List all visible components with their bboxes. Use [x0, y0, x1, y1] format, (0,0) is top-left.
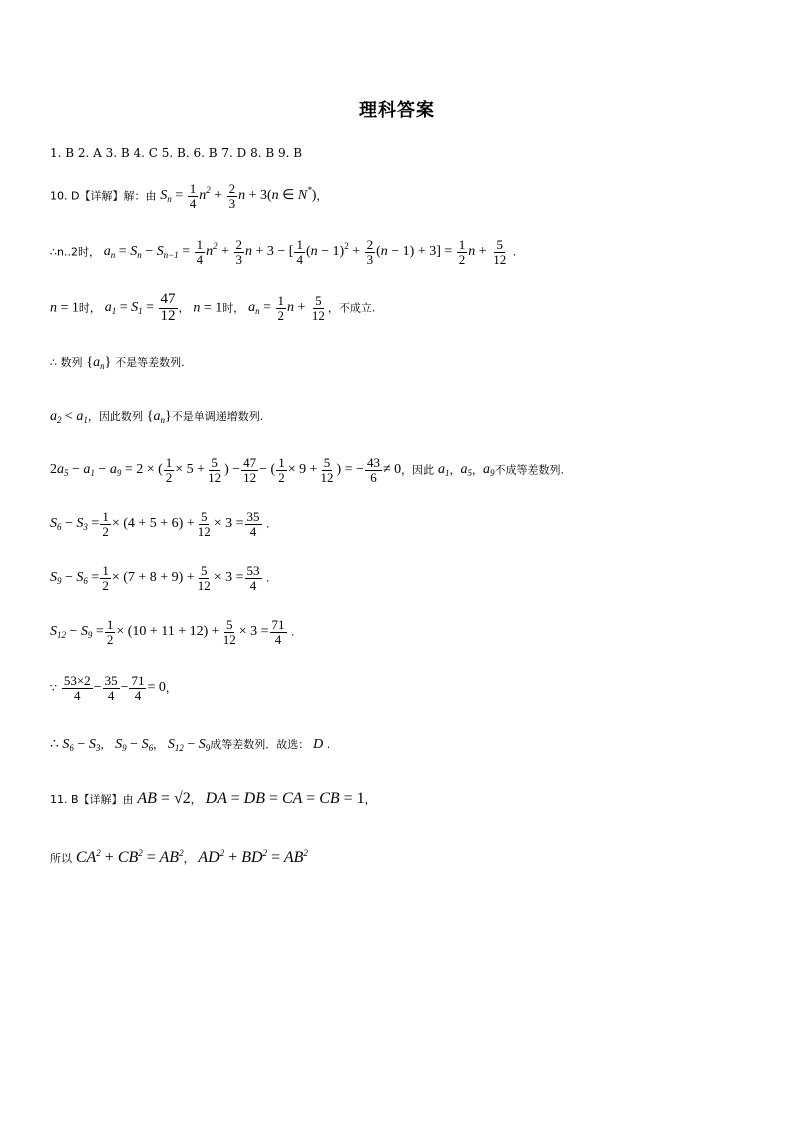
- q10-an-derivation: ∴n..2时， $a_n = S_n - S_{n-1}$ = $\frac{1}{4}$ $n^2$ + $\frac{2}{3}$ n + 3 − [ $\frac{1}{4}$ $(n - 1)^2$ + $\frac{2}{3}$ (n − 1) + 3] = $\frac{1}{2}$ n + $\frac{5}{12}$ .: [50, 237, 517, 267]
- q10-step1-label: ∴n..2时，: [50, 245, 100, 259]
- q10-conclusion: ∴ $S_6 - S_3$， $S_9 - S_6$， $S_{12} - S_9$成等差数列．故选： D .: [50, 737, 331, 753]
- answer-key-1-9: 1. B 2. A 3. B 4. C 5. B. 6. B 7. D 8. B 9. B: [50, 146, 303, 160]
- q10-not-arithmetic: ∴ 数列 $\{a_n\}$ 不是等差数列.: [50, 355, 185, 371]
- q10-s6-s3: $S_6 - S_3$ = $\frac{1}{2}$ × (4 + 5 + 6) + $\frac{5}{12}$ × 3 = $\frac{35}{4}$ .: [50, 509, 270, 539]
- q11-prefix: 11. B【详解】由: [50, 793, 134, 806]
- q10-s9-s6: $S_9 - S_6$ = $\frac{1}{2}$ × (7 + 8 + 9) + $\frac{5}{12}$ × 3 = $\frac{53}{4}$ .: [50, 563, 270, 593]
- page-title: 理科答案: [359, 100, 435, 121]
- q10-n1-case: n = 1时， $a_1 = S_1$ = $\frac{47}{12}$ ， n = 1时， $a_n$ = $\frac{1}{2}$ n + $\frac{5}{12}$ ，不成立.: [50, 291, 376, 324]
- q10-a1-a5-a9: $2a_5 - a_1 - a_9 = 2$ × ( $\frac{1}{2}$ × 5 + $\frac{5}{12}$ ) − $\frac{47}{12}$ − ( $\frac{1}{2}$ × 9 + $\frac{5}{12}$ ) = − $\frac{43}{6}$ ≠ 0，因此 $a_1$，$a_5$，$a_9$不成等差数列.: [50, 455, 564, 485]
- q10-prefix: 10. D【详解】解：由: [50, 189, 157, 203]
- q10-s12-s9: $S_{12} - S_9$ = $\frac{1}{2}$ × (10 + 11 + 12) + $\frac{5}{12}$ × 3 = $\frac{71}{4}$ .: [50, 617, 295, 647]
- q11-intro: 11. B【详解】由 AB = √2， DA = DB = CA = CB = 1，: [50, 790, 376, 807]
- q10-intro: 10. D【详解】解：由 $S_n$ = $\frac{1}{4}$ $n^2$ + $\frac{2}{3}$ n + 3(n ∈ N*)，: [50, 181, 328, 211]
- q11-pythag: 所以 $CA^2 + CB^2 = AB^2$， $AD^2 + BD^2 = AB^2$: [50, 848, 308, 866]
- q10-sn-formula: $S_n$ = $\frac{1}{4}$ $n^2$ + $\frac{2}{3}$ n + 3(n ∈ N*): [160, 181, 317, 211]
- q10-because: ∵ $\frac{53\times 2}{4}$ − $\frac{35}{4}$ − $\frac{71}{4}$ = 0，: [50, 673, 177, 703]
- q10-not-monotonic: $a_2 < a_1$，因此数列 $\{a_n\}$不是单调递增数列.: [50, 409, 264, 425]
